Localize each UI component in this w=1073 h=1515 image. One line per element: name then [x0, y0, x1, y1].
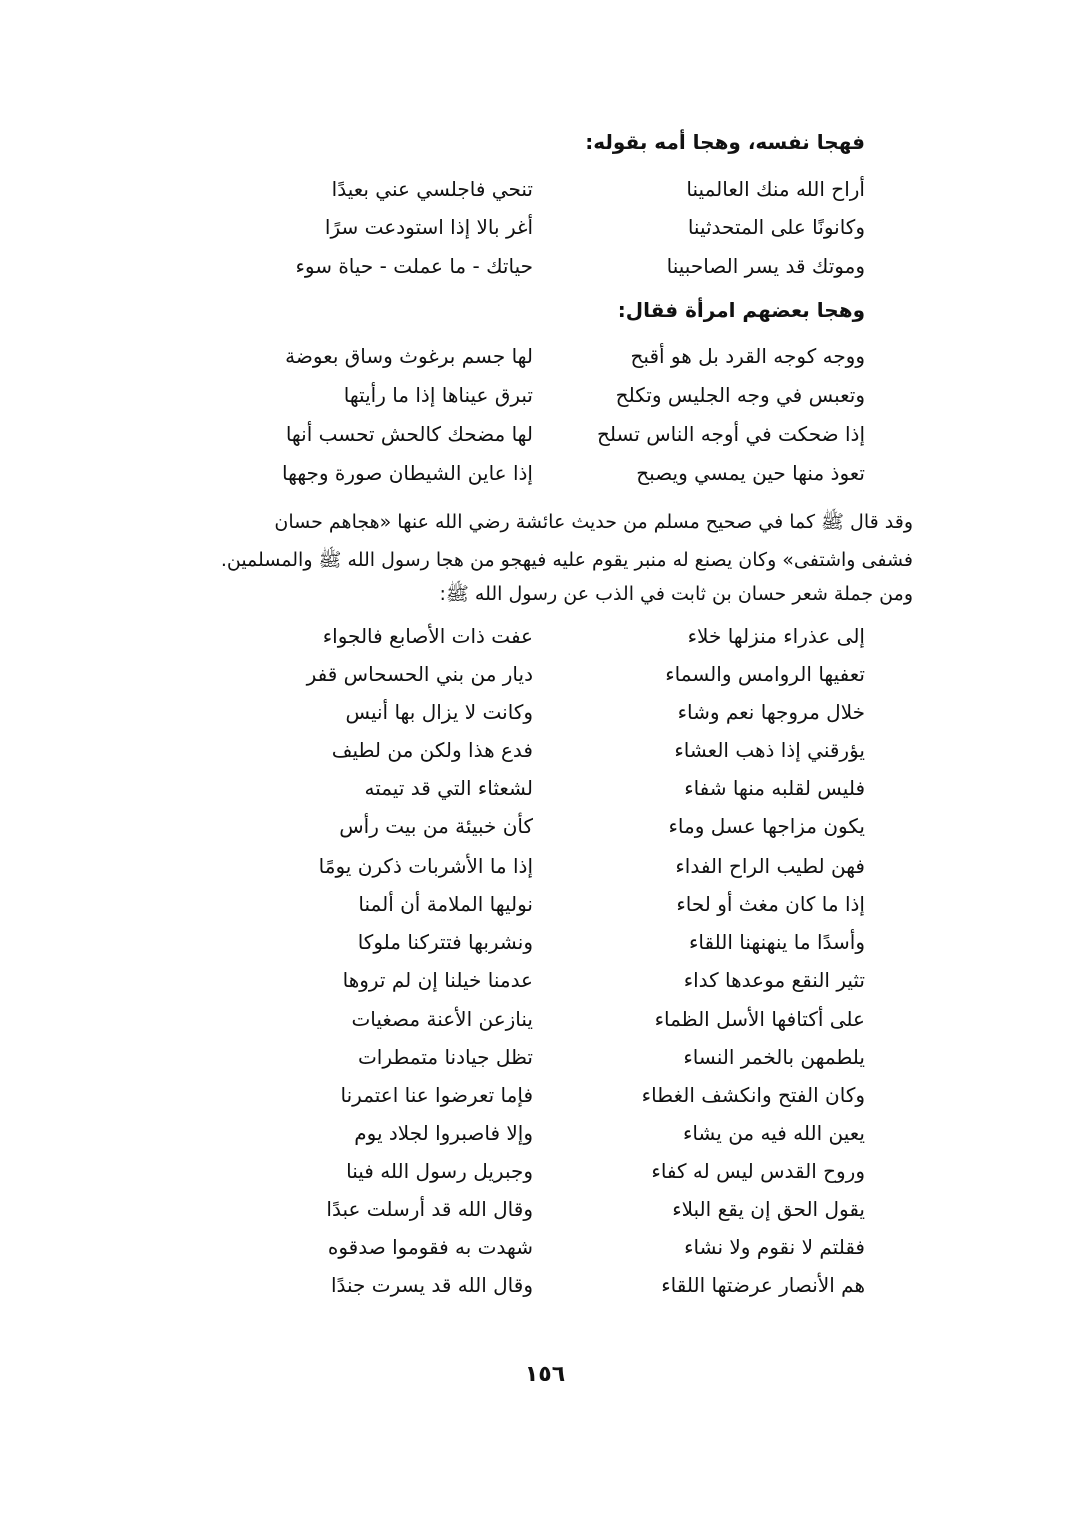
verse-second-hemistich: وكانونًا على المتحدثينا: [687, 215, 865, 239]
verse-second-hemistich: وكان الفتح وانكشف الغطاء: [641, 1083, 865, 1107]
verse-second-hemistich: تعوذ منها حين يمسي ويصبح: [636, 461, 865, 485]
verse-second-hemistich: يلطمهن بالخمر النساء: [683, 1045, 865, 1069]
verse-second-hemistich: على أكتافها الأسل الظماء: [654, 1007, 865, 1031]
verse-second-hemistich: فليس لقلبه منها شفاء: [684, 776, 865, 800]
verse-first-hemistich: تبرق عيناها إذا ما رأيتها: [343, 383, 533, 407]
verse-first-hemistich: وكانت لا يزال بها أنيس: [345, 700, 533, 724]
intro-heading-1: فهجا نفسه، وهجا أمه بقوله:: [585, 130, 865, 154]
verse-first-hemistich: لشعثاء التي قد تيمته: [364, 776, 533, 800]
page-number: ١٥٦: [524, 1362, 566, 1387]
verse-second-hemistich: خلال مروجها نعم وشاء: [677, 700, 865, 724]
verse-second-hemistich: فقلتم لا نقوم ولا نشاء: [684, 1235, 865, 1259]
verse-second-hemistich: ووجه كوجه القرد بل هو أقبح: [630, 344, 865, 368]
prose-line: ومن جملة شعر حسان بن ثابت في الذب عن رسول الله ﷺ:: [439, 583, 913, 605]
verse-second-hemistich: يؤرقني إذا ذهب العشاء: [674, 738, 865, 762]
verse-first-hemistich: شهدت به فقوموا صدقوه: [327, 1235, 533, 1259]
verse-first-hemistich: فإما تعرضوا عنا اعتمرنا: [340, 1083, 533, 1107]
verse-first-hemistich: تنحي فاجلسي عني بعيدًا: [331, 177, 533, 201]
verse-first-hemistich: لها جسم برغوث وساق بعوضة: [285, 344, 533, 368]
verse-first-hemistich: كأن خبيئة من بيت رأس: [339, 814, 533, 838]
verse-first-hemistich: إذا ما الأشربات ذكرن يومًا: [318, 854, 533, 878]
verse-second-hemistich: أراح الله منك العالمينا: [686, 177, 865, 201]
intro-heading-2: وهجا بعضهم امرأة فقال:: [617, 298, 865, 322]
verse-second-hemistich: وموتك قد يسر الصاحبينا: [666, 254, 865, 278]
verse-first-hemistich: ينازعن الأعنة مصغيات: [351, 1007, 533, 1031]
verse-first-hemistich: لها مضحك كالحش تحسب أنها: [285, 422, 533, 446]
verse-first-hemistich: فدع هذا ولكن من لطيف: [331, 738, 533, 762]
verse-first-hemistich: عفت ذات الأصابع فالجواء: [322, 624, 533, 648]
verse-second-hemistich: وتعبس في وجه الجليس وتكلح: [615, 383, 865, 407]
verse-first-hemistich: وجبريل رسول الله فينا: [346, 1159, 533, 1183]
verse-second-hemistich: إذا ضحكت في أوجه الناس تسلح: [596, 422, 865, 446]
verse-second-hemistich: فهن لطيب الراح الفداء: [675, 854, 865, 878]
verse-second-hemistich: يقول الحق إن يقع البلاء: [672, 1197, 865, 1221]
prose-line: وقد قال ﷺ كما في صحيح مسلم من حديث عائشة رضي الله عنها «هجاهم حسان: [274, 511, 913, 533]
verse-second-hemistich: تعفيها الروامس والسماء: [665, 662, 865, 686]
verse-first-hemistich: تظل جيادنا متمطرات: [357, 1045, 533, 1069]
verse-second-hemistich: يكون مزاجها عسل وماء: [668, 814, 865, 838]
verse-first-hemistich: عدمنا خيلنا إن لم تروها: [342, 968, 533, 992]
verse-second-hemistich: يعين الله فيه من يشاء: [682, 1121, 865, 1145]
verse-first-hemistich: ديار من بني الحسحاس قفر: [306, 662, 533, 686]
verse-first-hemistich: حياتك - ما عملت - حياة سوء: [295, 254, 533, 278]
verse-first-hemistich: إذا عاين الشيطان صورة وجهها: [282, 461, 533, 485]
verse-second-hemistich: إذا ما كان مغث أو لحاء: [676, 892, 865, 916]
verse-second-hemistich: إلى عذراء منزلها خلاء: [687, 624, 865, 648]
verse-second-hemistich: تثير النقع موعدها كداء: [683, 968, 865, 992]
verse-first-hemistich: وقال الله قد أرسلت عبدًا: [326, 1197, 533, 1221]
verse-second-hemistich: هم الأنصار عرضتها اللقاء: [661, 1273, 865, 1297]
verse-first-hemistich: ونشربها فتتركنا ملوكا: [357, 930, 533, 954]
prose-line: فشفى واشتفى» وكان يصنع له منبر يقوم عليه فيهجو من هجا رسول الله ﷺ والمسلمين.: [220, 549, 913, 571]
verse-first-hemistich: وإلا فاصبروا لجلاد يوم: [354, 1121, 533, 1145]
verse-second-hemistich: وروح القدس ليس له كفاء: [651, 1159, 865, 1183]
verse-first-hemistich: نوليها الملامة أن ألمنا: [358, 892, 533, 916]
verse-first-hemistich: وقال الله قد يسرت جندًا: [330, 1273, 533, 1297]
verse-second-hemistich: وأسدًا ما ينهنهنا اللقاء: [689, 930, 865, 954]
verse-first-hemistich: أغر بالا إذا استودعت سرًا: [324, 215, 533, 239]
